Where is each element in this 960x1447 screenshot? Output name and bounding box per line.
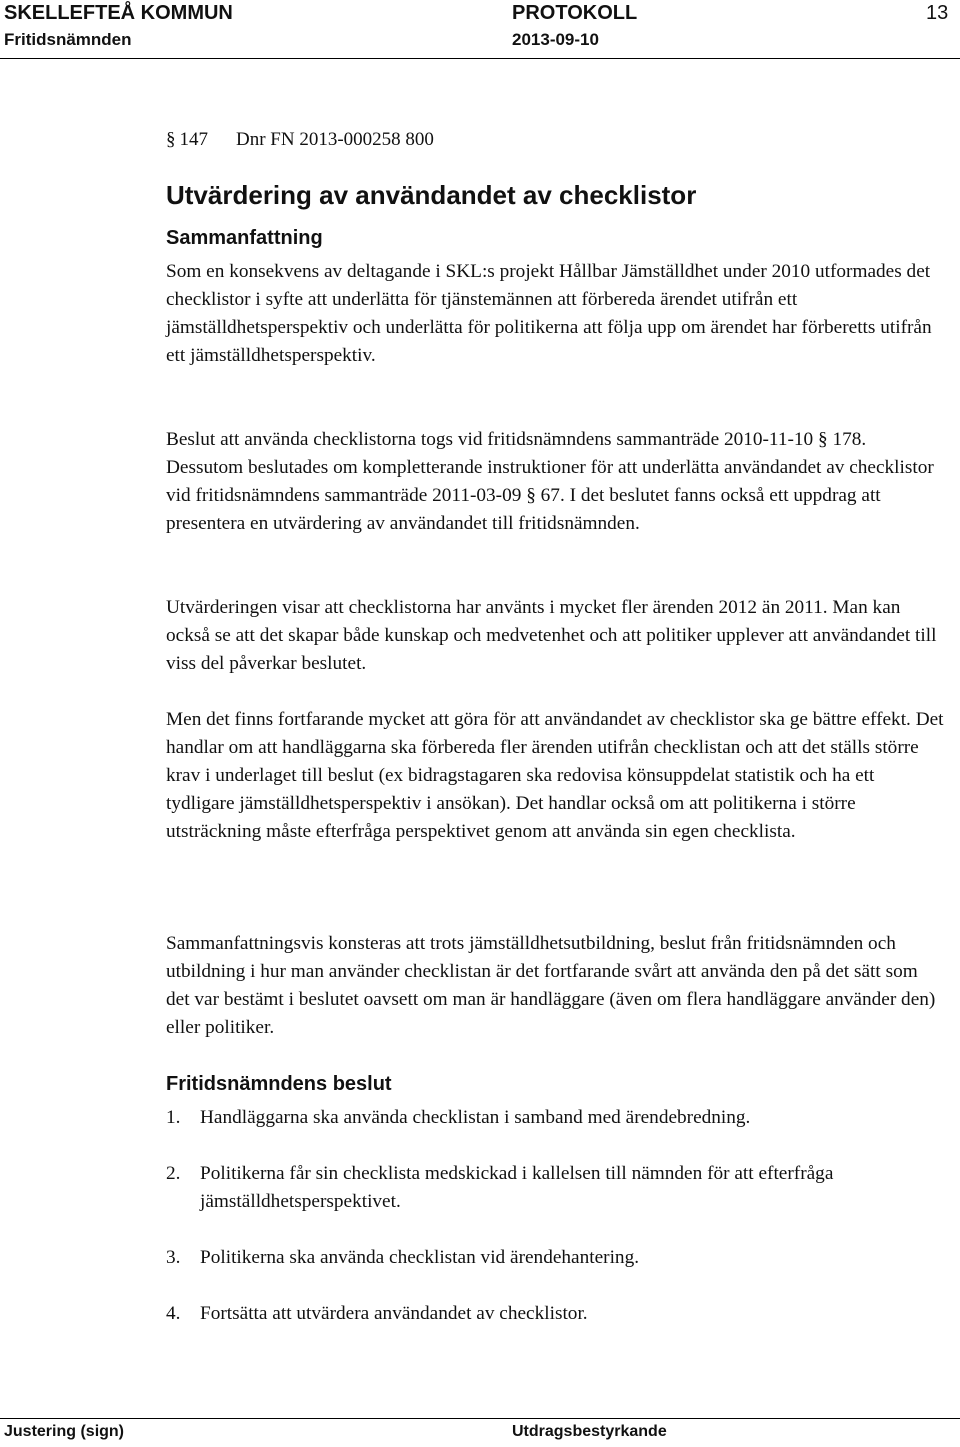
decision-number: 2. xyxy=(166,1163,181,1184)
doc-type: PROTOKOLL xyxy=(512,2,638,24)
summary-paragraph-2: Beslut att använda checklistorna togs vid fritidsnämndens sammanträde 2010-11-10 § 178. Dessutom beslutades om kompletterande instruktioner för att underlätta användandet av checklistor vid fritidsnämndens sammanträde 2011-03-09 § 67. I det beslutet fanns också ett uppdrag att presentera en utvärdering av användandet till fritidsnämnden. xyxy=(166,429,934,534)
page-number: 13 xyxy=(926,2,949,24)
summary-heading: Sammanfattning xyxy=(166,227,323,249)
section-symbol: § xyxy=(166,129,176,150)
section-number xyxy=(166,129,434,151)
summary-paragraph-4: Men det finns fortfarande mycket att göra för att användandet av checklistor ska ge bättre effekt. Det handlar om att handläggarna ska förbereda fler ärenden utifrån checklistan och att det ställs större krav i underlaget till beslut (ex bidragstagaren ska redovisa könsuppdelat statistik och ha ett tydligare jämställdhetsperspektiv i ansökan). Det handlar också om att politikerna i större utsträckning måste efterfråga perspektivet genom att använda sin egen checklista. xyxy=(166,709,944,842)
decision-item xyxy=(166,1244,946,1272)
summary-paragraph-5: Sammanfattningsvis konsteras att trots jämställdhetsutbildning, beslut från fritidsnämnden och utbildning i hur man använder checklistan är det fortfarande svårt att använda den på det sätt som det var bestämt i beslutet oavsett om man är handläggare (även om flera handläggare använder den) eller politiker. xyxy=(166,933,936,1038)
decision-item xyxy=(166,1104,946,1132)
decision-number: 3. xyxy=(166,1247,181,1268)
meeting-date: 2013-09-10 xyxy=(512,30,599,49)
summary-paragraph-1: Som en konsekvens av deltagande i SKL:s projekt Hållbar Jämställdhet under 2010 utformades det checklistor i syfte att underlätta för tjänstemännen att förbereda ärendet utifrån ett jämställdhetsperspektiv och underlätta för politikerna att följa upp om ärendet har förberetts utifrån ett jämställdhetsperspektiv. xyxy=(166,261,932,366)
dnr-reference: Dnr FN 2013-000258 800 xyxy=(236,129,434,150)
decision-number: 1. xyxy=(166,1107,181,1128)
paragraph-number: 147 xyxy=(179,129,208,150)
header-divider xyxy=(0,58,960,59)
decision-heading: Fritidsnämndens beslut xyxy=(166,1073,392,1095)
decision-text: Politikerna ska använda checklistan vid ärendehantering. xyxy=(200,1247,640,1268)
certification-label: Utdragsbestyrkande xyxy=(512,1423,667,1440)
decision-text: Politikerna får sin checklista medskickad i kallelsen till nämnden för att efterfråga jämställdhetsperspektivet. xyxy=(200,1163,834,1212)
decision-item xyxy=(166,1160,946,1216)
footer-divider xyxy=(0,1418,960,1419)
decision-text: Handläggarna ska använda checklistan i samband med ärendebredning. xyxy=(200,1107,751,1128)
summary-paragraph-3: Utvärderingen visar att checklistorna har använts i mycket fler ärenden 2012 än 2011. Man kan också se att det skapar både kunskap och medvetenhet och att politiker upplever att användandet till viss del påverkar beslutet. xyxy=(166,597,937,674)
org-name: SKELLEFTEÅ KOMMUN xyxy=(4,2,233,24)
committee-name: Fritidsnämnden xyxy=(4,30,132,49)
decision-text: Fortsätta att utvärdera användandet av checklistor. xyxy=(200,1303,588,1324)
signature-label: Justering (sign) xyxy=(4,1423,125,1440)
decision-number: 4. xyxy=(166,1303,181,1324)
decision-item xyxy=(166,1300,946,1328)
page-title: Utvärdering av användandet av checklistor xyxy=(166,180,697,210)
